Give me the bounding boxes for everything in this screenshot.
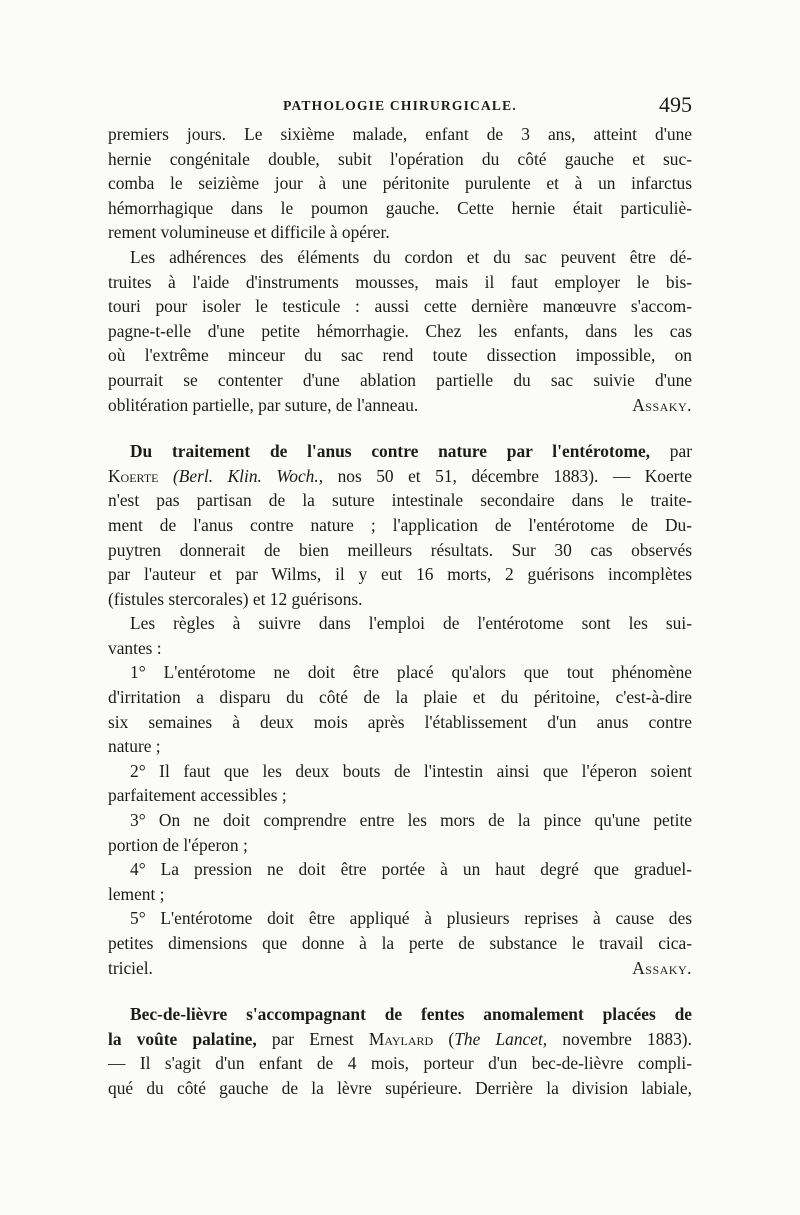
- text-line: ment de l'anus contre nature ; l'application de l'entérotome de Du-: [108, 514, 692, 535]
- source-rest: novembre 1883).: [562, 1028, 692, 1049]
- page: [108, 92, 692, 1101]
- text-line: Les règles à suivre dans l'emploi de l'entérotome sont les sui-: [130, 613, 692, 634]
- text-line: — Il s'agit d'un enfant de 4 mois, porteur d'un bec-de-lièvre compli-: [108, 1053, 692, 1074]
- text-line: [108, 393, 692, 418]
- article-2: [108, 1002, 692, 1100]
- text-line: six semaines à deux mois après l'établissement d'un anus contre: [108, 711, 692, 732]
- text-line: premiers jours. Le sixième malade, enfant de 3 ans, atteint d'une: [108, 124, 692, 144]
- signature: Assaky.: [632, 957, 692, 978]
- text-line: d'irritation a disparu du côté de la plaie et du péritoine, c'est-à-dire: [108, 687, 692, 708]
- article-title: Du traitement de l'anus contre nature par l'entérotome,: [130, 441, 651, 462]
- text-line: parfaitement accessibles ;: [108, 785, 287, 806]
- article-title-line: [108, 439, 692, 464]
- text-line: rement volumineuse et difficile à opérer.: [108, 222, 390, 243]
- signature: Assaky.: [632, 394, 692, 415]
- text-fragment: oblitération partielle, par suture, de l'anneau.: [108, 394, 419, 415]
- text-line: Les adhérences des éléments du cordon et du sac peuvent être dé-: [130, 246, 692, 267]
- article-source-line: [108, 1027, 692, 1052]
- list-item-2: 2° Il faut que les deux bouts de l'intestin ainsi que l'éperon soient: [130, 760, 692, 781]
- text-line: qué du côté gauche de la lèvre supérieure. Derrière la division labiale,: [108, 1077, 692, 1098]
- text-line: truites à l'aide d'instruments mousses, mais il faut employer le bis-: [108, 271, 692, 292]
- text-line: lement ;: [108, 883, 165, 904]
- author-name: Koerte: [108, 465, 159, 486]
- text-line: touri pour isoler le testicule : aussi cette dernière manœuvre s'accom-: [108, 296, 692, 317]
- page-number: 495: [659, 92, 692, 117]
- list-item-4: 4° La pression ne doit être portée à un haut degré que graduel-: [130, 859, 692, 880]
- text-line: n'est pas partisan de la suture intestinale secondaire dans le traite-: [108, 490, 692, 511]
- paragraph-2: [108, 245, 692, 417]
- title-par: par Ernest: [271, 1028, 354, 1049]
- text-line: où l'extrême minceur du sac rend toute dissection impossible, on: [108, 345, 692, 366]
- text-line: portion de l'éperon ;: [108, 834, 248, 855]
- text-line: pagne-t-elle d'une petite hémorrhagie. Chez les enfants, dans les cas: [108, 320, 692, 341]
- paragraph-1: [108, 122, 692, 245]
- text-line: hernie congénitale double, subit l'opération du côté gauche et suc-: [108, 148, 692, 169]
- article-title: Bec-de-lièvre s'accompagnant de fentes anomalement placées de: [130, 1004, 692, 1025]
- list-item-1: 1° L'entérotome ne doit être placé qu'alors que tout phénomène: [130, 662, 692, 683]
- text-line: comba le seizième jour à une péritonite purulente et à un infarctus: [108, 173, 692, 194]
- source-open: (: [448, 1028, 455, 1049]
- text-line: vantes :: [108, 637, 162, 658]
- running-head: PATHOLOGIE CHIRURGICALE.: [283, 98, 517, 113]
- article-1: [108, 439, 692, 980]
- text-line: [108, 956, 692, 981]
- page-header: [108, 92, 692, 122]
- journal-source: The Lancet,: [454, 1028, 548, 1049]
- text-line: par l'auteur et par Wilms, il y eut 16 morts, 2 guérisons incomplètes: [108, 564, 692, 585]
- text-line: nature ;: [108, 736, 161, 757]
- journal-source: (Berl. Klin. Woch.,: [173, 465, 324, 486]
- text-line: petites dimensions que donne à la perte de substance le travail cica-: [108, 933, 692, 953]
- text-line: pourrait se contenter d'une ablation partielle du sac suivie d'une: [108, 369, 692, 390]
- text-line: hémorrhagique dans le poumon gauche. Cette hernie était particuliè-: [108, 197, 692, 218]
- source-rest: nos 50 et 51, décembre 1883). — Koerte: [337, 465, 693, 486]
- list-item-5: 5° L'entérotome doit être appliqué à plusieurs reprises à cause des: [130, 908, 692, 929]
- title-par: par: [669, 441, 692, 462]
- text-fragment: triciel.: [108, 957, 153, 978]
- article-source-line: [108, 464, 692, 489]
- text-line: (fistules stercorales) et 12 guérisons.: [108, 588, 363, 609]
- text-line: puytren donnerait de bien meilleurs résultats. Sur 30 cas observés: [108, 539, 692, 560]
- list-item-3: 3° On ne doit comprendre entre les mors de la pince qu'une petite: [130, 810, 692, 831]
- author-name: Maylard: [368, 1028, 434, 1049]
- article-title-cont: la voûte palatine,: [108, 1028, 257, 1049]
